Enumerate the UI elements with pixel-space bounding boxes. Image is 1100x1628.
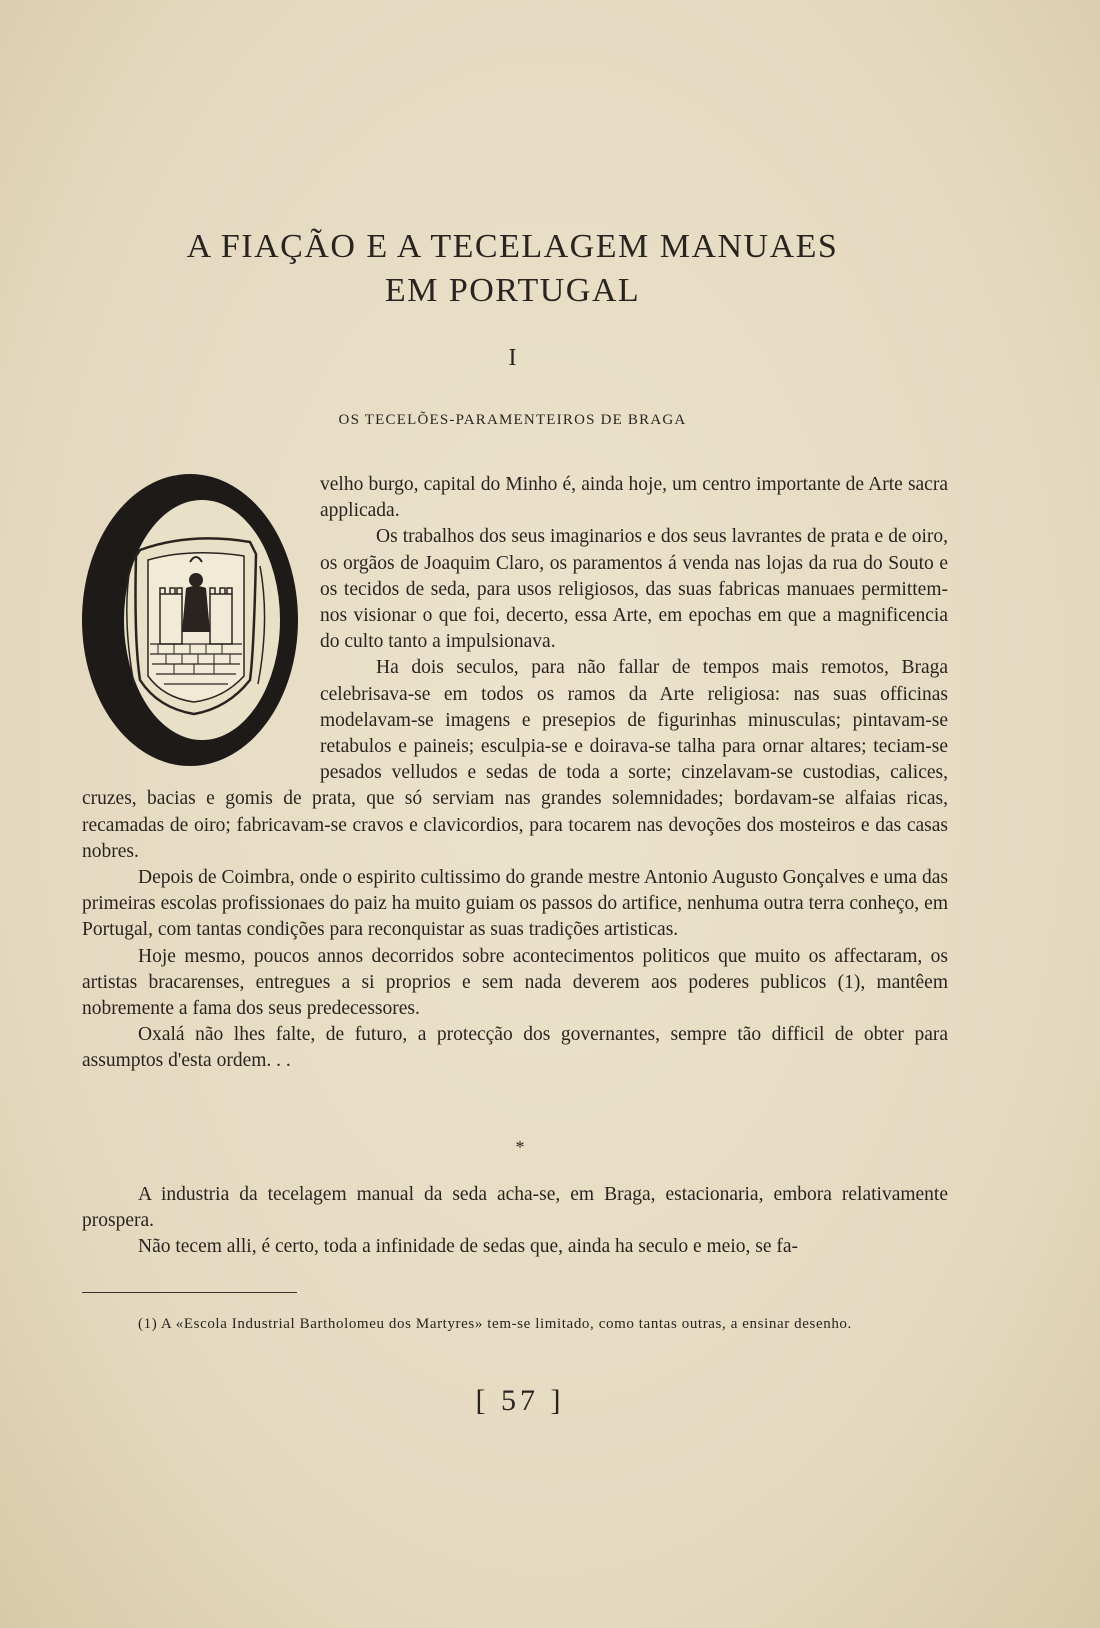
title-line-1: A FIAÇÃO E A TECELAGEM MANUAES [186,228,839,265]
body-text-continued [82,1182,948,1261]
body-text [82,472,948,1075]
section-title: OS TECELÕES-PARAMENTEIROS DE BRAGA [338,412,687,428]
title-line-2: EM PORTUGAL [384,272,641,309]
paragraph: Depois de Coimbra, onde o espirito cultissimo do grande mestre Antonio Augusto Gonçalves e uma das primeiras escolas profissionaes do paiz ha muito guiam os passos do artifice, nenhuma outra terra conheço, em Portugal, com tantas condições para reconquistar as suas tradições artisticas. [82,867,948,941]
paragraph: A industria da tecelagem manual da seda acha-se, em Braga, estacionaria, embora relativamente prospera. [82,1184,948,1232]
section-separator: * [515,1137,525,1157]
paragraph: Hoje mesmo, poucos annos decorridos sobre acontecimentos politicos que muito os affectaram, os artistas bracarenses, entregues a si proprios e sem nada deverem aos poderes publicos (1), mantêem nobremente a fama dos seus predecessores. [82,945,948,1020]
section-number: I [508,345,517,371]
page-number: [ 57 ] [475,1384,565,1417]
paragraph: velho burgo, capital do Minho é, ainda hoje, um centro importante de Arte sacra applicada. [320,474,948,522]
page-title [0,225,1025,313]
footnote-rule [82,1292,297,1293]
paragraph: Oxalá não lhes falte, de futuro, a protecção dos governantes, sempre tão difficil de obter para assumptos d'esta ordem. . . [82,1024,948,1072]
footnote: (1) A «Escola Industrial Bartholomeu dos Martyres» tem-se limitado, como tantas outras, a ensinar desenho. [138,1316,852,1332]
paragraph: Não tecem alli, é certo, toda a infinidade de sedas que, ainda ha seculo e meio, se fa- [138,1236,799,1258]
paragraph: Ha dois seculos, para não fallar de tempos mais remotos, Braga celebrisava-se em todos os ramos da Arte religiosa: nas suas officinas modelavam-se imagens e presepios de figurinhas minusculas; pintavam-se retabulos e paineis; esculpia-se e doirava-se talha para ornar altares; teciam-se pesados velludos e sedas de toda a sorte; cinzelavam-se custodias, calices, cruzes, bacias e gomis de prata, que só serviam nas grandes solemnidades; bordavam-se alfaias ricas, recamadas de oiro; fabricavam-se cravos e clavicordios, para tocarem nas devoções dos mosteiros e das casas nobres. [82,657,948,862]
paragraph: Os trabalhos dos seus imaginarios e dos seus lavrantes de prata e de oiro, os orgãos de Joaquim Claro, os paramentos á venda nas lojas da rua do Souto e os tecidos de seda, para usos religiosos, das suas fabricas manuaes permittem-nos visionar o que foi, decerto, essa Arte, em epochas em que a magnificencia do culto tanto a impulsionava. [320,526,948,653]
dropcap-letter [78,470,306,770]
braga-coat-of-arms-icon [78,470,306,770]
